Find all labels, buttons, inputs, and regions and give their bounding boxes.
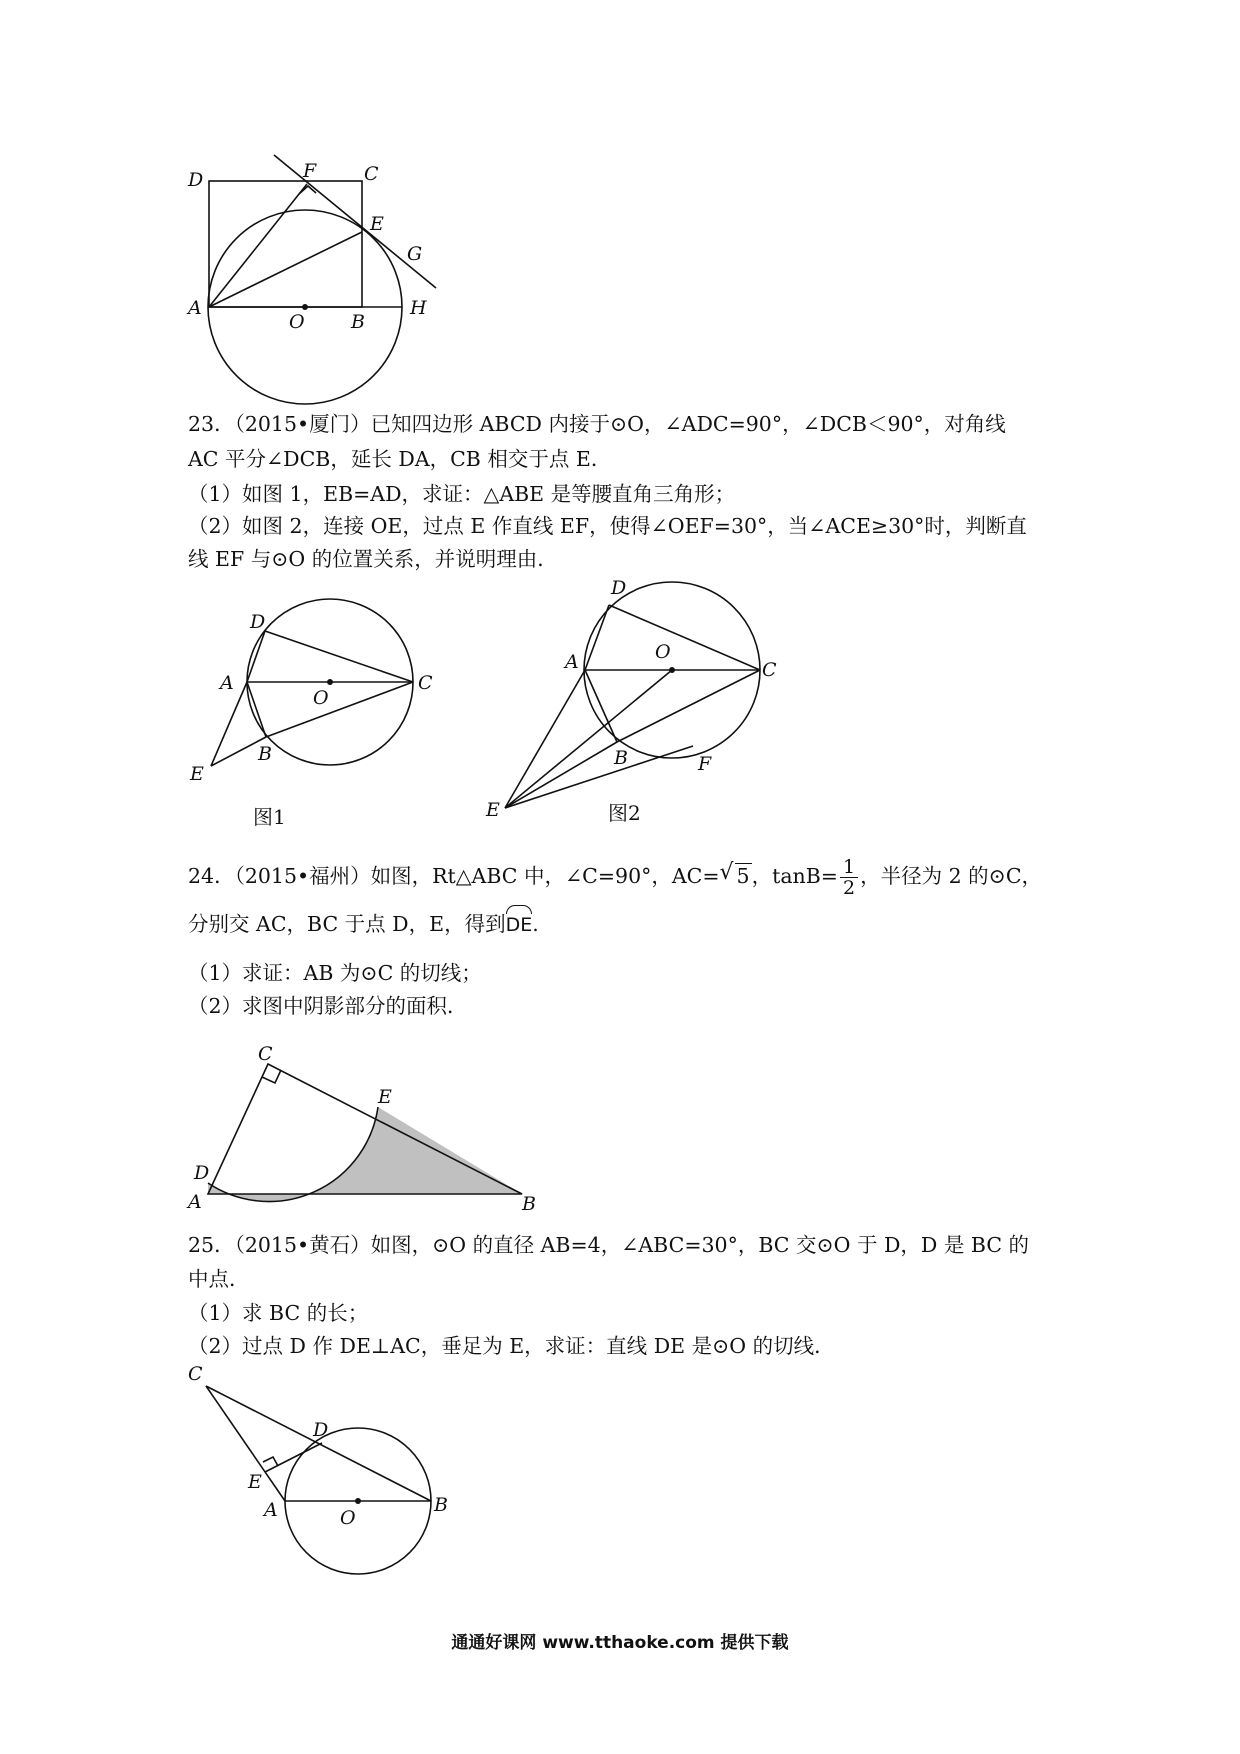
label-b: B	[522, 1193, 536, 1215]
q24-line1-end: ，半径为 2 的⊙C，	[860, 864, 1043, 888]
q25-part1: （1）求 BC 的长；	[188, 1301, 369, 1325]
segment-ae	[211, 682, 247, 766]
sqrt-radicand: 5	[736, 864, 750, 888]
q25-line1: 25．（2015•黄石）如图，⊙O 的直径 AB=4，∠ABC=30°，BC 交⊙O 于 D，D 是 BC 的	[188, 1233, 1030, 1257]
label-e: E	[486, 799, 500, 821]
q24-line2	[188, 908, 1068, 941]
center-dot	[302, 304, 308, 310]
q23-part2-line1: （2）如图 2，连接 OE，过点 E 作直线 EF，使得∠OEF=30°，当∠ACE≥30°时，判断直	[188, 514, 1027, 538]
segment-af	[209, 184, 307, 307]
fraction-numerator: 1	[840, 857, 858, 878]
segment-dc	[265, 631, 413, 682]
arc-notation	[506, 909, 533, 941]
label-a: A	[188, 297, 202, 319]
segment-dc	[609, 605, 760, 670]
label-d: D	[194, 1162, 210, 1184]
label-f: F	[303, 160, 317, 182]
label-d: D	[188, 169, 204, 191]
segment-bc	[266, 682, 413, 737]
segment-ab	[247, 682, 266, 737]
label-a: A	[220, 672, 234, 694]
fraction	[840, 857, 858, 898]
caption-fig2: 图2	[608, 801, 641, 825]
tangent-line-fg	[274, 155, 436, 288]
label-h: H	[410, 297, 427, 319]
q24-tanb-label: ，tanB=	[751, 864, 838, 888]
label-o: O	[313, 687, 329, 709]
caption-fig1: 图1	[253, 805, 286, 829]
label-d: D	[611, 577, 627, 599]
center-dot	[327, 679, 333, 685]
segment-bc	[617, 670, 760, 742]
label-d: D	[313, 1419, 329, 1441]
segment-eb	[505, 742, 617, 808]
label-d: D	[250, 611, 266, 633]
q24-line1	[188, 857, 1068, 898]
label-c: C	[762, 659, 777, 681]
q23-part1: （1）如图 1，EB=AD，求证：△ABE 是等腰直角三角形；	[188, 482, 736, 506]
label-g: G	[407, 243, 423, 265]
q24-part1: （1）求证：AB 为⊙C 的切线；	[188, 961, 482, 985]
label-c: C	[188, 1363, 203, 1385]
segment-ef	[505, 746, 693, 808]
q23-part2-line2: 线 EF 与⊙O 的位置关系，并说明理由．	[188, 547, 558, 571]
arc-hat	[506, 905, 533, 914]
fraction-denominator: 2	[842, 877, 856, 899]
segment-ca	[206, 1386, 285, 1501]
label-c: C	[364, 163, 379, 185]
label-o: O	[340, 1507, 356, 1529]
label-a: A	[264, 1499, 278, 1521]
segment-ae	[505, 670, 585, 808]
label-a: A	[188, 1191, 202, 1213]
label-c: C	[418, 672, 433, 694]
sqrt-symbol: √	[719, 860, 734, 885]
label-b: B	[614, 747, 628, 769]
label-o: O	[655, 641, 671, 663]
q25-line2: 中点．	[188, 1267, 250, 1291]
center-dot	[355, 1498, 361, 1504]
label-f: F	[698, 753, 712, 775]
label-b: B	[258, 743, 272, 765]
label-e: E	[378, 1086, 392, 1108]
label-e: E	[190, 763, 204, 785]
figure-24	[180, 1030, 550, 1220]
label-e: E	[370, 213, 384, 235]
footer-text: 通通好课网 www.tthaoke.com 提供下载	[451, 1633, 789, 1653]
q23-line1: 23．（2015•厦门）已知四边形 ABCD 内接于⊙O，∠ADC=90°，∠DCB＜90°，对角线	[188, 412, 1006, 436]
segment-da	[247, 631, 265, 682]
label-a: A	[565, 651, 579, 673]
segment-eo	[505, 670, 672, 808]
figure-25	[180, 1360, 470, 1600]
q24-line2-end: .	[532, 912, 539, 936]
figure-23-2	[480, 570, 810, 840]
q25-part2: （2）过点 D 作 DE⊥AC，垂足为 E，求证：直线 DE 是⊙O 的切线．	[188, 1334, 835, 1358]
q23-line2: AC 平分∠DCB，延长 DA，CB 相交于点 E．	[188, 447, 612, 471]
right-angle-mark	[263, 1457, 278, 1466]
segment-cb	[206, 1386, 431, 1501]
q24-line2-start: 分别交 AC，BC 于点 D，E，得到	[188, 912, 506, 936]
sqrt-expression	[720, 860, 752, 892]
arc-label: DE	[505, 914, 533, 936]
label-o: O	[289, 311, 305, 333]
label-b: B	[351, 311, 365, 333]
segment-ab	[585, 670, 617, 742]
q24-part2: （2）求图中阴影部分的面积．	[188, 994, 468, 1018]
figure-23-1	[180, 595, 450, 845]
label-b: B	[434, 1494, 448, 1516]
center-dot	[669, 667, 675, 673]
q24-line1-start: 24．（2015•福州）如图，Rt△ABC 中，∠C=90°，AC=	[188, 864, 720, 888]
label-e: E	[248, 1471, 262, 1493]
segment-da	[585, 605, 609, 670]
shaded-region	[208, 1107, 522, 1202]
figure-22	[180, 140, 480, 410]
label-c: C	[258, 1043, 273, 1065]
